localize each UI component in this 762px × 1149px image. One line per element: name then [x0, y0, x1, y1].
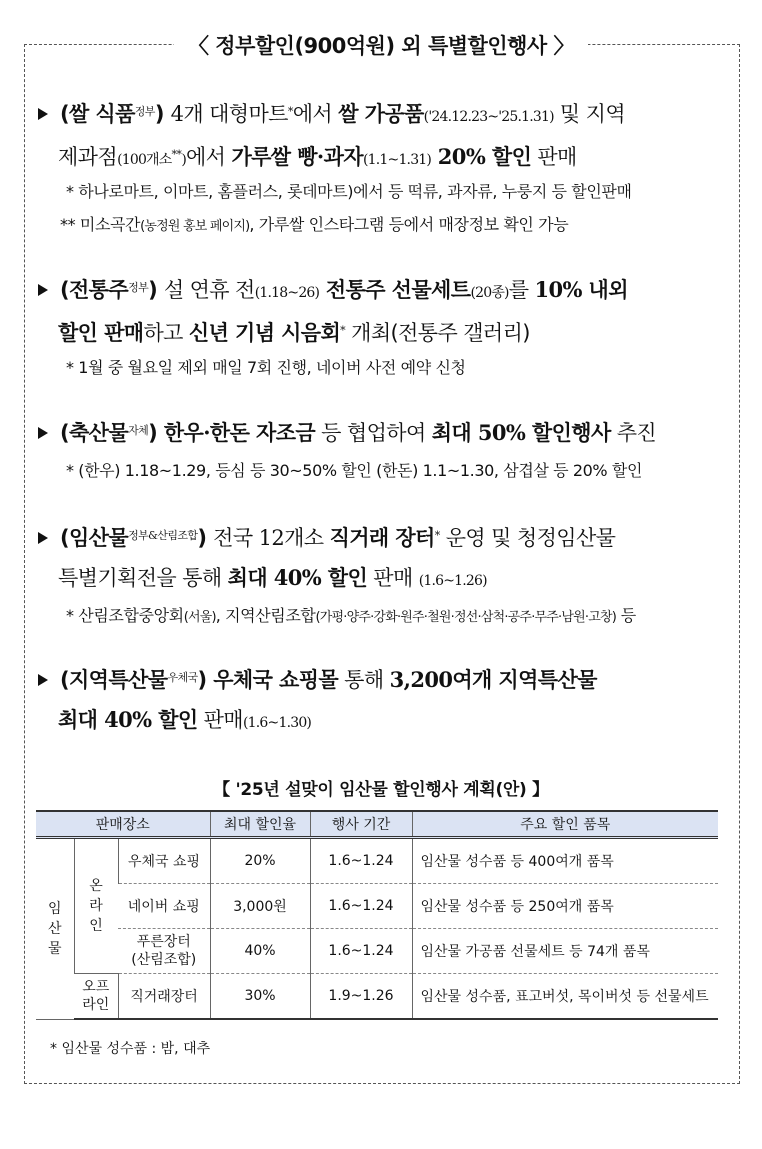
text-run: * 하나로마트, 이마트, 홈플러스, 롯데마트)에서 등 떡류, 과자류, 누룽지 등 할인판매 [66, 182, 632, 201]
period-cell: 1.6~1.24 [310, 838, 412, 884]
bullet-line [38, 313, 738, 353]
text-run: (1.6~1.26) [418, 573, 487, 589]
bullet-item [38, 270, 738, 353]
text-run: 제과점 [58, 145, 118, 169]
triangle-bullet-icon [38, 427, 48, 439]
text-run: (100개소 [117, 152, 172, 168]
place-cell: 직거래장터 [118, 974, 210, 1020]
text-run: 판매 [197, 708, 243, 732]
text-run: ** [171, 148, 182, 161]
bullet-line [38, 518, 738, 558]
bullet-line [38, 660, 738, 700]
bullet-item [38, 413, 738, 453]
table-row [36, 929, 718, 974]
text-run: 10% 내외 [534, 277, 628, 302]
text-run: 개최 [345, 321, 391, 345]
text-run: ) [181, 152, 186, 168]
text-run: 특별기획전을 통해 [58, 566, 228, 590]
footnote-line [66, 459, 642, 483]
text-run: 판매 [367, 566, 419, 590]
bullet-line [38, 413, 738, 453]
text-run: 추진 [610, 421, 657, 445]
plan-table [36, 810, 718, 1020]
text-run: 최대 50% 할인행사 [431, 420, 611, 445]
online-cell: 온 라 인 [74, 838, 118, 974]
text-run: 20% 할인 [431, 144, 532, 169]
header-period: 행사 기간 [310, 811, 412, 838]
text-run: 우체국 [167, 671, 198, 684]
header-place: 판매장소 [36, 811, 210, 838]
text-run: ) [148, 421, 164, 445]
text-run: (1.1~1.31) [362, 152, 432, 168]
table-header-row [36, 811, 718, 838]
text-run: (쌀 식품 [60, 102, 135, 126]
triangle-bullet-icon [38, 532, 48, 544]
text-run: (농정원 홍보 페이지) [140, 219, 250, 234]
period-cell: 1.6~1.24 [310, 884, 412, 929]
text-run: , 지역산림조합 [215, 606, 316, 625]
text-run: 를 [508, 278, 535, 302]
text-run: 통해 [338, 668, 390, 692]
text-run: * (한우) 1.18~1.29, 등심 등 30~50% 할인 (한돈) 1.1~1.30, 삼겹살 등 20% 할인 [66, 461, 643, 480]
text-run: ** 미소곡간 [60, 215, 141, 234]
table-row [36, 838, 718, 884]
rate-cell: 20% [210, 838, 310, 884]
rate-cell: 30% [210, 974, 310, 1020]
text-run: (1.6~1.30) [243, 715, 312, 731]
place-cell: 푸른장터 (산림조합) [118, 929, 210, 974]
items-cell: 임산물 성수품, 표고버섯, 목이버섯 등 선물세트 [412, 974, 718, 1020]
text-run: (전통주 [60, 278, 129, 302]
bullet-line [38, 137, 738, 180]
text-run: * [287, 105, 293, 118]
text-run: ) [148, 278, 164, 302]
text-run: (축산물 [60, 421, 129, 445]
text-run: 등 [616, 606, 636, 625]
text-run: 가루쌀 빵·과자 [231, 144, 363, 169]
header-items: 주요 할인 품목 [412, 811, 718, 838]
text-run: 에서 [292, 102, 339, 126]
table-footnote: * 임산물 성수품 : 밤, 대추 [50, 1041, 211, 1057]
period-cell: 1.6~1.24 [310, 929, 412, 974]
text-run: (서울) [183, 610, 216, 625]
text-run: 4개 대형마트 [170, 102, 288, 126]
bullet-line [38, 700, 738, 743]
bullet-item [38, 94, 738, 180]
text-run: 쌀 가공품 [338, 101, 424, 126]
text-run: (전통주 갤러리) [390, 321, 530, 345]
text-run: 자체 [128, 424, 149, 437]
rate-cell: 40% [210, 929, 310, 974]
footnote-line [66, 604, 636, 630]
text-run: 정부 [128, 281, 149, 294]
box-title: 〈 정부할인(900억원) 외 특별할인행사 〉 [0, 30, 762, 60]
table-title: 【 '25년 설맞이 임산물 할인행사 계획(안) 】 [213, 780, 549, 800]
place-cell: 우체국 쇼핑 [118, 838, 210, 884]
text-run: ) [154, 102, 171, 126]
table-row [36, 974, 718, 1020]
text-run: (지역특산물 [60, 668, 168, 692]
text-run: 전국 12개소 [213, 526, 330, 550]
triangle-bullet-icon [38, 108, 48, 120]
text-run: , 가루쌀 인스타그램 등에서 매장정보 확인 가능 [249, 215, 569, 234]
text-run: 할인 판매 [58, 320, 144, 345]
text-run: * [340, 324, 346, 337]
rate-cell: 3,000원 [210, 884, 310, 929]
items-cell: 임산물 성수품 등 400여개 품목 [412, 838, 718, 884]
text-run: 최대 40% 할인 [227, 565, 368, 590]
text-run: 우체국 쇼핑몰 [213, 667, 339, 692]
footnote-line [66, 180, 632, 204]
text-run: 한우·한돈 자조금 [163, 420, 316, 445]
bullet-line [38, 94, 738, 137]
bullet-item [38, 518, 738, 601]
bullet-item [38, 660, 738, 743]
text-run: (1.18~26) [254, 285, 320, 301]
text-run: ) [197, 668, 214, 692]
text-run: 및 지역 [553, 102, 626, 126]
offline-cell: 오프 라인 [74, 974, 118, 1020]
items-cell: 임산물 성수품 등 250여개 품목 [412, 884, 718, 929]
period-cell: 1.9~1.26 [310, 974, 412, 1020]
header-rate: 최대 할인율 [210, 811, 310, 838]
text-run: 운영 및 청정임산물 [439, 526, 616, 550]
footnote-line [66, 356, 466, 380]
bullet-line [38, 558, 738, 601]
text-run: (가평·양주·강화·원주·철원·정선·삼척·공주·무주·남원·고창) [315, 610, 617, 625]
footnote-line [60, 213, 568, 239]
triangle-bullet-icon [38, 284, 48, 296]
text-run: 에서 [185, 145, 232, 169]
text-run: 등 협업하여 [315, 421, 432, 445]
text-run: 정부&산림조합 [128, 529, 198, 542]
text-run: (임산물 [60, 526, 129, 550]
text-run: 최대 40% 할인 [58, 707, 198, 732]
text-run: 직거래 장터 [329, 525, 435, 550]
bullet-line [38, 270, 738, 313]
text-run: 3,200여개 지역특산물 [389, 667, 597, 692]
triangle-bullet-icon [38, 674, 48, 686]
text-run: 판매 [531, 145, 577, 169]
text-run: * [434, 529, 440, 542]
text-run: (20종) [470, 285, 509, 301]
text-run: * 1월 중 월요일 제외 매일 7회 진행, 네이버 사전 예약 신청 [66, 358, 466, 377]
text-run: ('24.12.23~'25.1.31) [423, 109, 554, 125]
text-run: 하고 [143, 321, 189, 345]
text-run: 신년 기념 시음회 [188, 320, 341, 345]
table-row [36, 884, 718, 929]
place-cell: 네이버 쇼핑 [118, 884, 210, 929]
text-run: 전통주 선물세트 [319, 277, 471, 302]
items-cell: 임산물 가공품 선물세트 등 74개 품목 [412, 929, 718, 974]
text-run: * 산림조합중앙회 [66, 606, 184, 625]
text-run: ) [197, 526, 214, 550]
text-run: 설 연휴 전 [163, 278, 255, 302]
text-run: 정부 [134, 105, 155, 118]
group-cell: 임 산 물 [36, 838, 74, 1020]
